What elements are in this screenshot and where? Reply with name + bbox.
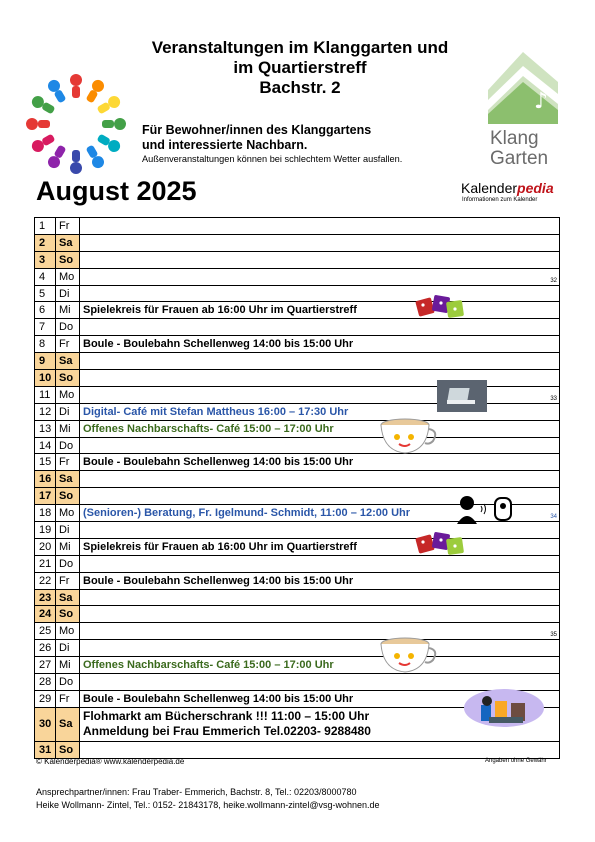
- event-cell: [80, 573, 560, 589]
- day-row: [34, 623, 560, 640]
- day-number: 11: [34, 387, 56, 403]
- weekday: Sa: [56, 471, 80, 487]
- day-number: 7: [34, 319, 56, 335]
- day-number: 23: [34, 590, 56, 606]
- logo-klang: Klang: [490, 128, 539, 149]
- day-number: 9: [34, 353, 56, 369]
- weekday: Do: [56, 556, 80, 572]
- day-number: 31: [34, 742, 56, 758]
- event-cell: [80, 404, 560, 420]
- event-text: Boule - Boulebahn Schellenweg 14:00 bis 15:00 Uhr: [83, 574, 354, 587]
- event-cell: [80, 742, 560, 758]
- laptop-icon: [437, 380, 487, 417]
- event-text: Boule - Boulebahn Schellenweg 14:00 bis 15:00 Uhr: [83, 456, 354, 469]
- day-number: 21: [34, 556, 56, 572]
- day-number: 12: [34, 404, 56, 420]
- event-cell: [80, 590, 560, 606]
- week-number: 33: [550, 395, 557, 402]
- day-number: 15: [34, 454, 56, 470]
- dice-icon: [415, 293, 467, 326]
- weekday: Do: [56, 438, 80, 454]
- weekday: So: [56, 488, 80, 504]
- weekday: Mi: [56, 539, 80, 555]
- event-cell: [80, 353, 560, 369]
- event-text: Offenes Nachbarschafts- Café 15:00 – 17:00 Uhr: [83, 422, 334, 435]
- weekday: Sa: [56, 708, 80, 741]
- calendar-table: [34, 217, 560, 759]
- cup-icon: [377, 636, 439, 681]
- talk-icon: [455, 494, 515, 529]
- event-text: Offenes Nachbarschafts- Café 15:00 – 17:00 Uhr: [83, 659, 334, 672]
- event-text-2: Anmeldung bei Frau Emmerich Tel.02203- 9288480: [83, 723, 371, 738]
- weekday: So: [56, 606, 80, 622]
- event-cell: [80, 319, 560, 335]
- day-row: [34, 505, 560, 522]
- week-number: 32: [550, 277, 557, 284]
- event-cell: [80, 218, 560, 234]
- day-number: 10: [34, 370, 56, 386]
- day-number: 1: [34, 218, 56, 234]
- music-note-icon: [488, 52, 558, 124]
- day-row: [34, 252, 560, 269]
- weekday: So: [56, 252, 80, 268]
- day-number: 3: [34, 252, 56, 268]
- day-row: [34, 573, 560, 590]
- event-cell: [80, 286, 560, 302]
- day-row: [34, 235, 560, 252]
- event-cell: [80, 252, 560, 268]
- event-cell: [80, 640, 560, 656]
- weekday: Mo: [56, 269, 80, 285]
- week-number: 35: [550, 632, 557, 639]
- month-title: August 2025: [36, 176, 197, 206]
- event-cell: [80, 370, 560, 386]
- weekday: Mi: [56, 657, 80, 673]
- day-number: 30: [34, 708, 56, 741]
- day-number: 22: [34, 573, 56, 589]
- day-number: 26: [34, 640, 56, 656]
- kalenderpedia-logo[interactable]: Kalenderpedia: [461, 180, 554, 196]
- day-number: 24: [34, 606, 56, 622]
- day-row: [34, 640, 560, 657]
- day-number: 20: [34, 539, 56, 555]
- event-text: Boule - Boulebahn Schellenweg 14:00 bis 15:00 Uhr: [83, 692, 354, 705]
- kalenderpedia-tagline: Informationen zum Kalender: [462, 197, 538, 203]
- event-text: Boule - Boulebahn Schellenweg 14:00 bis 15:00 Uhr: [83, 338, 354, 351]
- day-number: 8: [34, 336, 56, 352]
- day-row: [34, 657, 560, 674]
- day-row: [34, 319, 560, 336]
- day-row: [34, 606, 560, 623]
- day-number: 14: [34, 438, 56, 454]
- day-number: 18: [34, 505, 56, 521]
- event-cell: [80, 387, 560, 403]
- day-row: [34, 269, 560, 286]
- disclaimer: Angaben ohne Gewähr: [485, 758, 547, 764]
- page-title: Veranstaltungen im Klanggarten und im Quartierstreff Bachstr. 2: [151, 38, 449, 97]
- event-text: Spielekreis für Frauen ab 16:00 Uhr im Quartierstreff: [83, 540, 357, 553]
- weekday: Fr: [56, 336, 80, 352]
- event-text: (Senioren-) Beratung, Fr. Igelmund- Schmidt, 11:00 – 12:00 Uhr: [83, 507, 411, 520]
- weekday: Mi: [56, 302, 80, 318]
- event-cell: [80, 471, 560, 487]
- weekday: Di: [56, 404, 80, 420]
- day-row: [34, 218, 560, 235]
- event-cell: [80, 623, 560, 639]
- day-number: 16: [34, 471, 56, 487]
- event-cell: [80, 606, 560, 622]
- klanggarten-logo: [488, 52, 558, 172]
- weekday: Mi: [56, 421, 80, 437]
- weekday: Fr: [56, 691, 80, 707]
- day-number: 27: [34, 657, 56, 673]
- weekday: Fr: [56, 454, 80, 470]
- weekday: Do: [56, 319, 80, 335]
- event-cell: [80, 657, 560, 673]
- weekday: Fr: [56, 573, 80, 589]
- day-number: 29: [34, 691, 56, 707]
- day-number: 4: [34, 269, 56, 285]
- event-cell: [80, 539, 560, 555]
- copyright: © Kalenderpedia® www.kalenderpedia.de: [36, 757, 185, 766]
- contact-info: Ansprechpartner/innen: Frau Traber- Emmerich, Bachstr. 8, Tel.: 02203/8000780 Heike Wollmann- Zintel, Tel.: 0152- 21843178, heike.wollmann-zintel@vsg-wohnen.de: [36, 787, 380, 810]
- day-row: [34, 336, 560, 353]
- day-number: 2: [34, 235, 56, 251]
- day-number: 19: [34, 522, 56, 538]
- event-text: Digital- Café mit Stefan Mattheus 16:00 – 17:30 Uhr: [83, 405, 349, 418]
- day-row: [34, 539, 560, 556]
- weekday: Di: [56, 640, 80, 656]
- weekday: Mo: [56, 623, 80, 639]
- day-row: [34, 590, 560, 607]
- event-cell: [80, 302, 560, 318]
- day-row: [34, 556, 560, 573]
- weekday: Do: [56, 674, 80, 690]
- weekday: Sa: [56, 590, 80, 606]
- weekday: Mo: [56, 387, 80, 403]
- event-cell: [80, 454, 560, 470]
- weekday: Sa: [56, 235, 80, 251]
- weekday: So: [56, 742, 80, 758]
- weekday: So: [56, 370, 80, 386]
- day-row: [34, 471, 560, 488]
- weekday: Di: [56, 522, 80, 538]
- cup-icon: [377, 417, 439, 462]
- day-row: [34, 286, 560, 303]
- event-text: Flohmarkt am Bücherschrank !!! 11:00 – 15:00 Uhr: [83, 708, 370, 723]
- day-row: [34, 387, 560, 404]
- day-row: [34, 421, 560, 438]
- event-text: Spielekreis für Frauen ab 16:00 Uhr im Quartierstreff: [83, 304, 357, 317]
- event-cell: [80, 691, 560, 707]
- day-number: 6: [34, 302, 56, 318]
- day-number: 13: [34, 421, 56, 437]
- books-icon: [463, 687, 545, 734]
- day-number: 17: [34, 488, 56, 504]
- week-number: 34: [550, 514, 557, 521]
- event-cell: [80, 336, 560, 352]
- event-cell: [80, 438, 560, 454]
- day-row: [34, 302, 560, 319]
- day-number: 25: [34, 623, 56, 639]
- logo-garten: Garten: [490, 148, 549, 169]
- weekday: Di: [56, 286, 80, 302]
- event-cell: [80, 235, 560, 251]
- day-number: 5: [34, 286, 56, 302]
- day-row: [34, 454, 560, 471]
- event-cell: [80, 269, 560, 285]
- day-row: [34, 691, 560, 708]
- audience-text: Für Bewohner/innen des Klanggartens und interessierte Nachbarn.: [142, 123, 372, 152]
- event-cell: [80, 421, 560, 437]
- weather-note: Außenveranstaltungen können bei schlechtem Wetter ausfallen.: [142, 154, 403, 164]
- event-cell: [80, 505, 560, 521]
- weekday: Fr: [56, 218, 80, 234]
- day-row: [34, 353, 560, 370]
- svg-text:♪: ♪: [534, 89, 549, 114]
- day-number: 28: [34, 674, 56, 690]
- event-cell: [80, 556, 560, 572]
- day-row: [34, 438, 560, 455]
- weekday: Mo: [56, 505, 80, 521]
- weekday: Sa: [56, 353, 80, 369]
- dice-icon: [415, 530, 467, 563]
